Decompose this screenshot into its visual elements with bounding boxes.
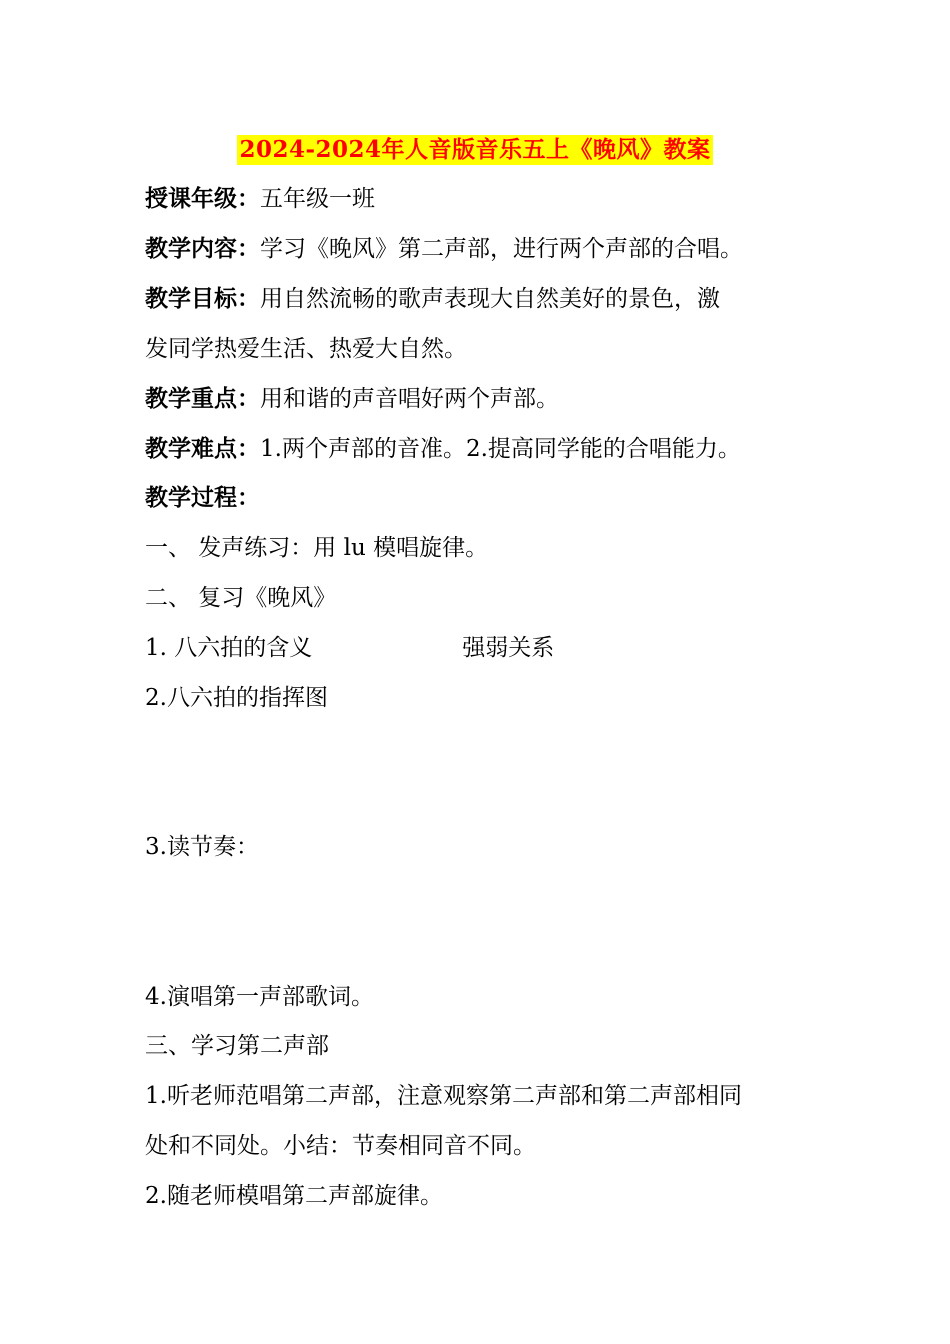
field-content-value: 学习《晚风》第二声部，进行两个声部的合唱。 [260, 236, 743, 262]
field-goal-value: 用自然流畅的歌声表现大自然美好的景色，激 [260, 286, 720, 312]
step2-item-1 [145, 633, 554, 663]
field-goal-continuation: 发同学热爱生活、热爱大自然。 [145, 336, 467, 362]
step2-item-2: 2.八六拍的指挥图 [145, 685, 328, 711]
field-focus [145, 384, 559, 414]
step2-item-4: 4.演唱第一声部歌词。 [145, 984, 374, 1010]
process-step-1: 一、 发声练习：用 lu 模唱旋律。 [145, 535, 489, 561]
field-difficulty [145, 434, 741, 464]
field-grade-value: 五年级一班 [260, 186, 375, 212]
field-difficulty-label: 教学难点： [145, 435, 260, 462]
field-focus-value: 用和谐的声音唱好两个声部。 [260, 386, 559, 412]
field-focus-label: 教学重点： [145, 385, 260, 412]
field-process [145, 483, 260, 513]
field-goal [145, 284, 720, 314]
field-goal-label: 教学目标： [145, 285, 260, 312]
field-grade-label: 授课年级： [145, 185, 260, 212]
title-container [0, 135, 950, 165]
document-title: 2024-2024年人音版音乐五上《晚风》教案 [239, 136, 711, 163]
process-step-2: 二、 复习《晚风》 [145, 585, 337, 611]
step2-item-3: 3.读节奏： [145, 834, 259, 860]
field-content-label: 教学内容： [145, 235, 260, 262]
step3-item-2: 2.随老师模唱第二声部旋律。 [145, 1183, 443, 1209]
step3-item-1-line-1: 1.听老师范唱第二声部，注意观察第二声部和第二声部相同 [145, 1083, 742, 1109]
field-grade [145, 184, 375, 214]
process-step-3: 三、学习第二声部 [145, 1033, 329, 1059]
field-process-label: 教学过程： [145, 484, 260, 511]
step2-item-1-right: 强弱关系 [462, 635, 555, 661]
field-content [145, 234, 743, 264]
step3-item-1-line-2: 处和不同处。小结：节奏相同音不同。 [145, 1133, 536, 1159]
step2-item-1-left: 1. 八六拍的含义 [145, 635, 313, 661]
field-difficulty-value: 1.两个声部的音准。2.提高同学能的合唱能力。 [260, 436, 741, 462]
